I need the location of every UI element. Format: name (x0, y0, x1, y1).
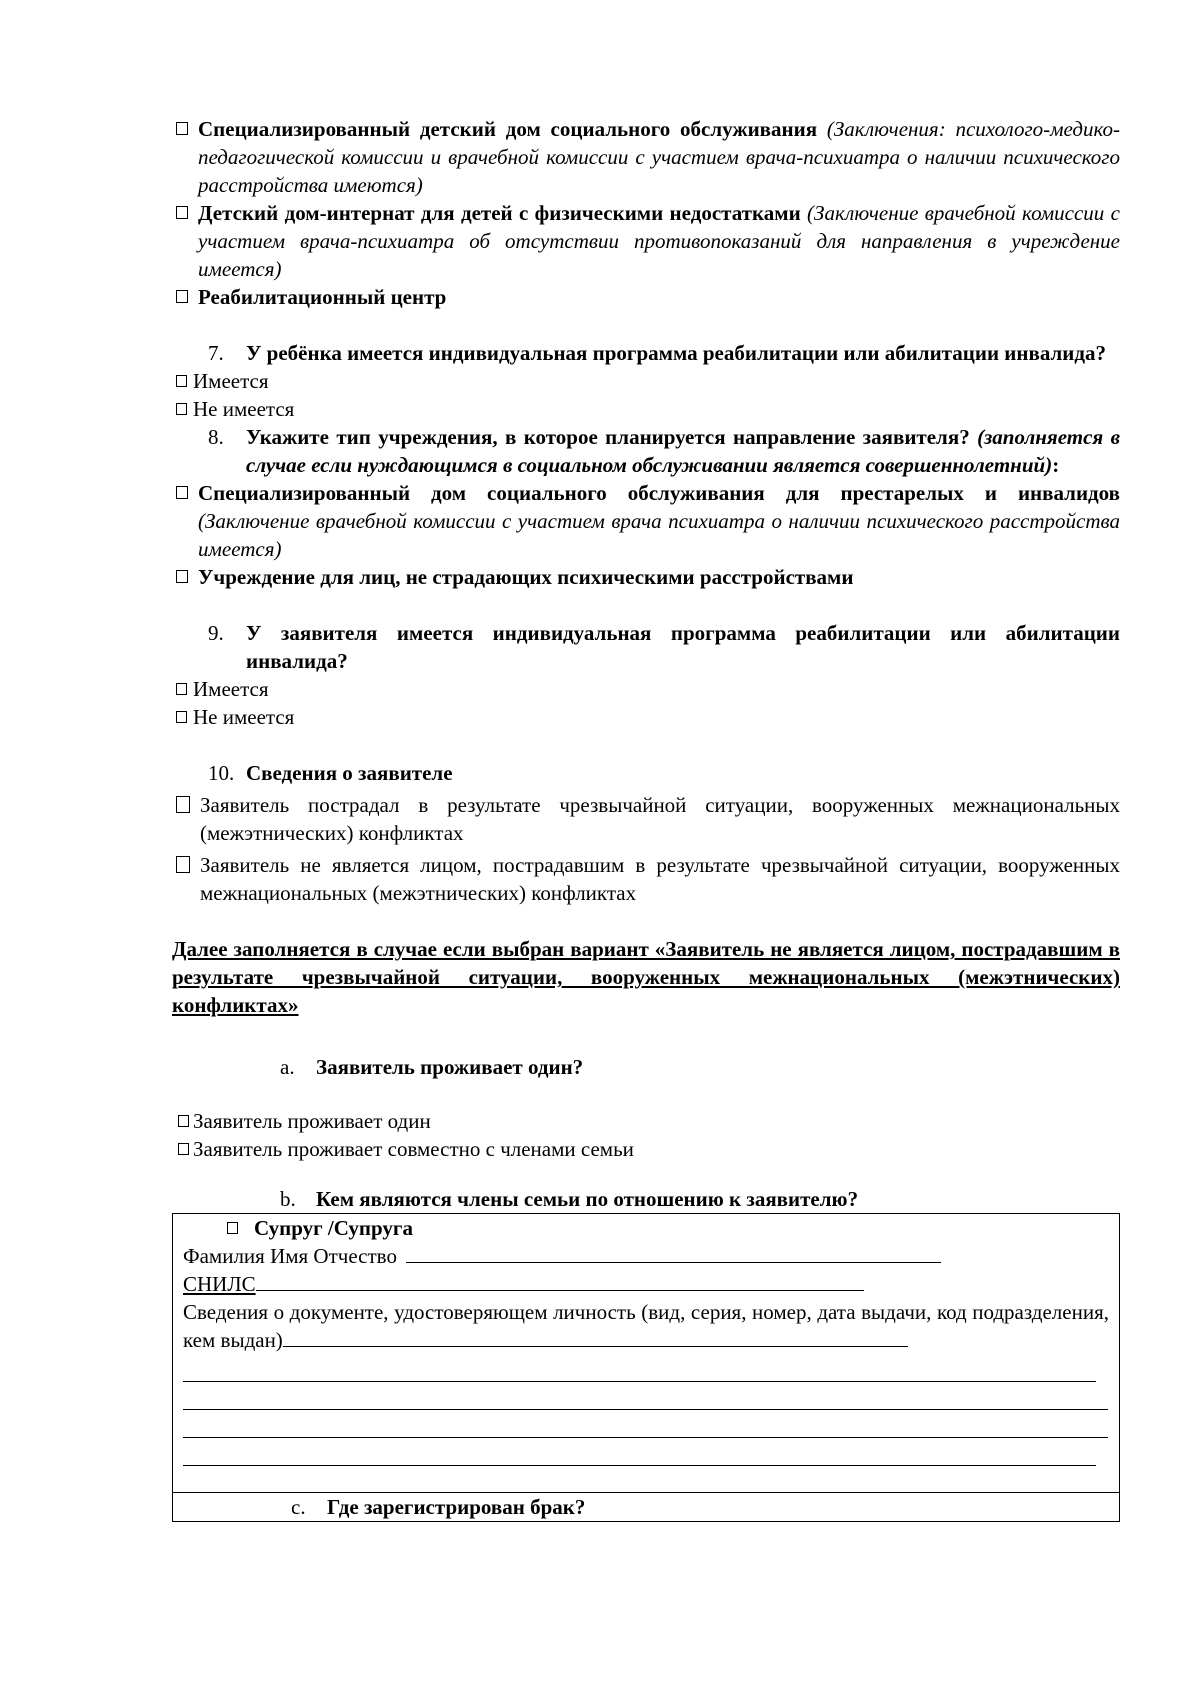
question-letter: a. (280, 1055, 295, 1079)
marriage-cell (173, 1493, 1120, 1522)
option-q7-yes[interactable] (172, 367, 1120, 395)
family-members-table (172, 1213, 1120, 1522)
doc-input[interactable] (283, 1328, 908, 1347)
fio-row (183, 1242, 1109, 1270)
question-number: 10. (208, 761, 235, 785)
checkbox-icon[interactable] (176, 375, 187, 387)
question-main: Укажите тип учреждения, в которое планируется направление заявителя? (246, 425, 970, 449)
option-label: Заявитель проживает совместно с членами семьи (193, 1137, 634, 1161)
fio-label: Фамилия Имя Отчество (183, 1244, 397, 1268)
option-label: Заявитель пострадал в результате чрезвычайной ситуации, вооруженных межнациональных (межэтнических) конфликтах (200, 793, 1120, 845)
question-8 (208, 423, 1120, 479)
option-child-specialized-home[interactable] (172, 115, 1120, 199)
question-text: Кем являются члены семьи по отношению к заявителю? (316, 1187, 859, 1211)
question-9 (208, 619, 1120, 675)
fio-input[interactable] (406, 1244, 941, 1263)
option-victim[interactable] (172, 791, 1120, 847)
option-q7-no[interactable] (172, 395, 1120, 423)
option-note: (Заключение врачебной комиссии с участием врача психиатра о наличии психического расстройства имеется) (198, 509, 1120, 561)
question-10 (208, 759, 1120, 787)
conditional-note: Далее заполняется в случае если выбран вариант «Заявитель не является лицом, пострадавшим в результате чрезвычайной ситуации, вооруженных межнациональных (межэтнических) конфликтах» (172, 937, 1120, 1017)
checkbox-icon[interactable] (176, 711, 187, 723)
question-number: 9. (208, 621, 224, 645)
question-b (280, 1185, 1120, 1213)
question-text (246, 423, 1120, 479)
option-rehab-center[interactable] (172, 283, 1120, 311)
checkbox-icon[interactable] (176, 403, 187, 415)
doc-line-4[interactable] (183, 1438, 1096, 1466)
doc-line-1[interactable] (183, 1354, 1096, 1382)
option-label: Заявитель не является лицом, пострадавшим в результате чрезвычайной ситуации, вооруженных межнациональных (межэтнических) конфликтах (200, 853, 1120, 905)
question-text: У заявителя имеется индивидуальная программа реабилитации или абилитации инвалида? (246, 621, 1120, 673)
checkbox-icon[interactable] (176, 122, 188, 135)
checkbox-icon[interactable] (176, 290, 188, 303)
checkbox-icon[interactable] (176, 683, 187, 695)
option-title: Детский дом-интернат для детей с физическими недостатками (198, 201, 801, 225)
spouse-option[interactable] (223, 1214, 1109, 1242)
checkbox-icon[interactable] (176, 856, 190, 873)
option-child-disability-home[interactable] (172, 199, 1120, 283)
option-title: Специализированный детский дом социального обслуживания (198, 117, 818, 141)
checkbox-icon[interactable] (227, 1222, 238, 1234)
option-label: Имеется (193, 369, 269, 393)
question-colon: : (1052, 453, 1060, 477)
question-text: Сведения о заявителе (246, 761, 453, 785)
checkbox-icon[interactable] (178, 1143, 189, 1155)
question-text: Где зарегистрирован брак? (327, 1495, 586, 1519)
checkbox-icon[interactable] (176, 486, 188, 499)
checkbox-icon[interactable] (178, 1115, 189, 1127)
question-text: У ребёнка имеется индивидуальная программа реабилитации или абилитации инвалида? (246, 341, 1107, 365)
option-title: Реабилитационный центр (198, 285, 447, 309)
doc-label: Сведения о документе, удостоверяющем личность (вид, серия, номер, дата выдачи, код подразделения, кем выдан) (183, 1300, 1109, 1352)
option-note: (Заключение врачебной комиссии с участием врача-психиатра об отсутствии противопоказаний для направления в учреждение имеется) (198, 201, 1120, 281)
doc-line-2[interactable] (183, 1382, 1108, 1410)
option-q9-no[interactable] (172, 703, 1120, 731)
option-label: Заявитель проживает один (193, 1109, 431, 1133)
option-non-psychiatric[interactable] (172, 563, 1120, 591)
question-number: 8. (208, 425, 224, 449)
question-a (280, 1053, 1120, 1081)
option-title: Учреждение для лиц, не страдающих психическими расстройствами (198, 565, 854, 589)
question-number: 7. (208, 341, 224, 365)
checkbox-icon[interactable] (176, 570, 188, 583)
option-label: Имеется (193, 677, 269, 701)
snils-label: СНИЛС (183, 1272, 256, 1296)
question-letter: c. (291, 1495, 306, 1519)
option-label: Не имеется (193, 705, 295, 729)
checkbox-icon[interactable] (176, 206, 188, 219)
doc-row (183, 1298, 1109, 1354)
snils-row (183, 1270, 1109, 1298)
option-lives-with-family[interactable] (172, 1135, 1120, 1163)
option-adult-specialized-home[interactable] (172, 479, 1120, 563)
question-letter: b. (280, 1187, 296, 1211)
doc-line-3[interactable] (183, 1410, 1108, 1438)
question-note: (заполняется в случае если нуждающимся в социальном обслуживании является совершеннолетний) (246, 425, 1121, 477)
question-7 (208, 339, 1120, 367)
option-not-victim[interactable] (172, 851, 1120, 907)
option-lives-alone[interactable] (172, 1107, 1120, 1135)
spouse-cell (173, 1214, 1120, 1493)
option-q9-yes[interactable] (172, 675, 1120, 703)
option-title: Специализированный дом социального обслуживания для престарелых и инвалидов (198, 481, 1120, 505)
option-label: Не имеется (193, 397, 295, 421)
question-text: Заявитель проживает один? (316, 1055, 584, 1079)
option-note: (Заключения: психолого-медико-педагогической комиссии и врачебной комиссии с участием врача-психиатра о наличии психического расстройства имеются) (198, 117, 1120, 197)
checkbox-icon[interactable] (176, 796, 190, 813)
snils-input[interactable] (256, 1272, 864, 1291)
form-content (172, 115, 1120, 1522)
question-c (291, 1493, 1109, 1521)
spouse-label: Супруг /Супруга (254, 1216, 413, 1240)
